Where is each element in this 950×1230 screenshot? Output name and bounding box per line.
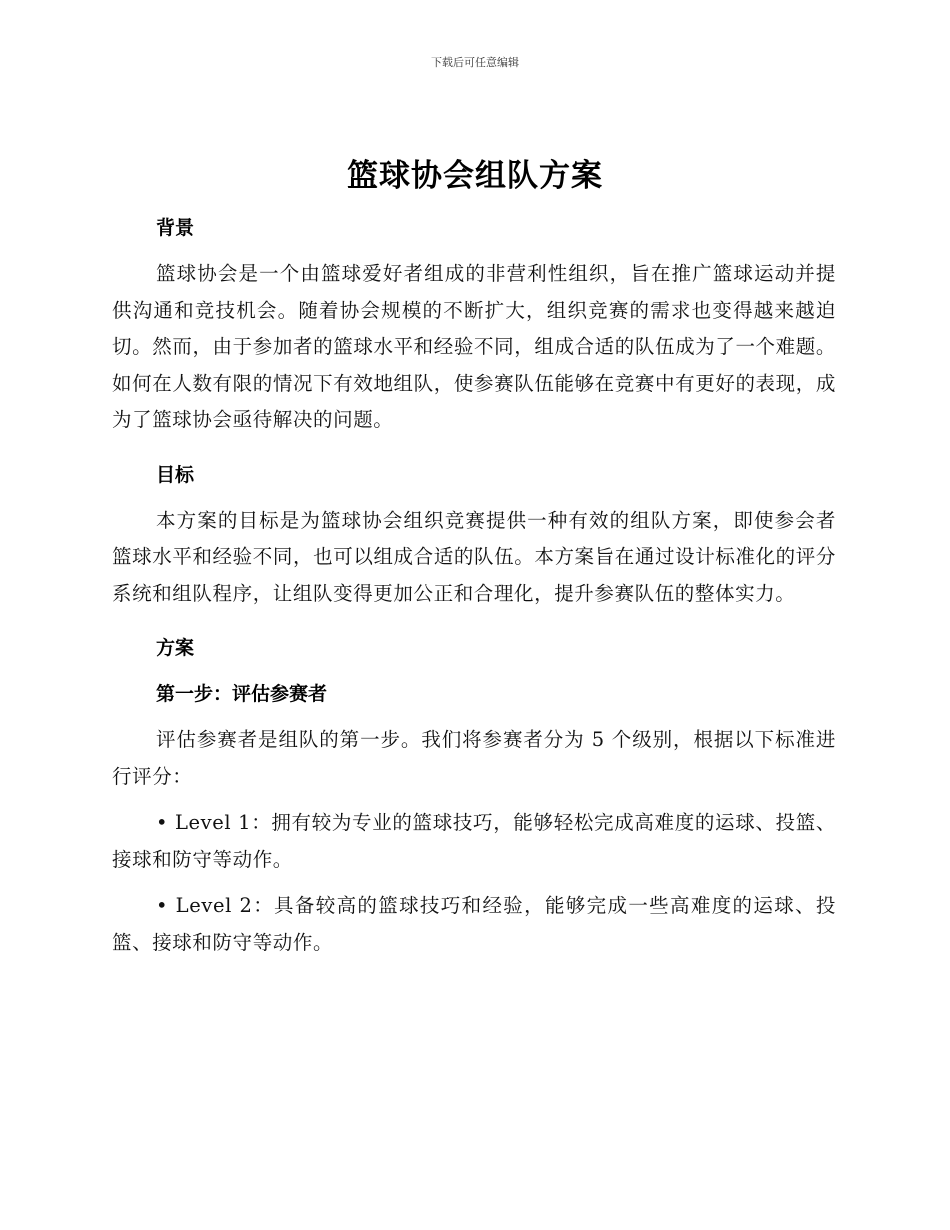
paragraph-background: 篮球协会是一个由篮球爱好者组成的非营利性组织，旨在推广篮球运动并提供沟通和竞技机会。随着协会规模的不断扩大，组织竞赛的需求也变得越来越迫切。然而，由于参加者的篮球水平和经验不同，组成合适的队伍成为了一个难题。如何在人数有限的情况下有效地组队，使参赛队伍能够在竞赛中有更好的表现，成为了篮球协会亟待解决的问题。 — [112, 262, 836, 431]
level-item-2: • Level 2：具备较高的篮球技巧和经验，能够完成一些高难度的运球、投篮、接球和防守等动作。 — [112, 894, 836, 954]
paragraph-goal: 本方案的目标是为篮球协会组织竞赛提供一种有效的组队方案，即使参会者篮球水平和经验不同，也可以组成合适的队伍。本方案旨在通过设计标准化的评分系统和组队程序，让组队变得更加公正和合理化，提升参赛队伍的整体实力。 — [112, 508, 836, 605]
document-title: 篮球协会组队方案 — [347, 158, 603, 194]
heading-step1: 第一步：评估参赛者 — [156, 683, 328, 705]
heading-plan: 方案 — [156, 637, 195, 659]
heading-goal: 目标 — [156, 463, 195, 486]
document-body — [112, 200, 836, 961]
heading-background: 背景 — [156, 217, 195, 239]
paragraph-step1: 评估参赛者是组队的第一步。我们将参赛者分为 5 个级别，根据以下标准进行评分： — [112, 728, 836, 788]
level-item-1: • Level 1：拥有较为专业的篮球技巧，能够轻松完成高难度的运球、投篮、接球和防守等动作。 — [112, 811, 836, 871]
header-note: 下载后可任意编辑 — [431, 56, 519, 69]
